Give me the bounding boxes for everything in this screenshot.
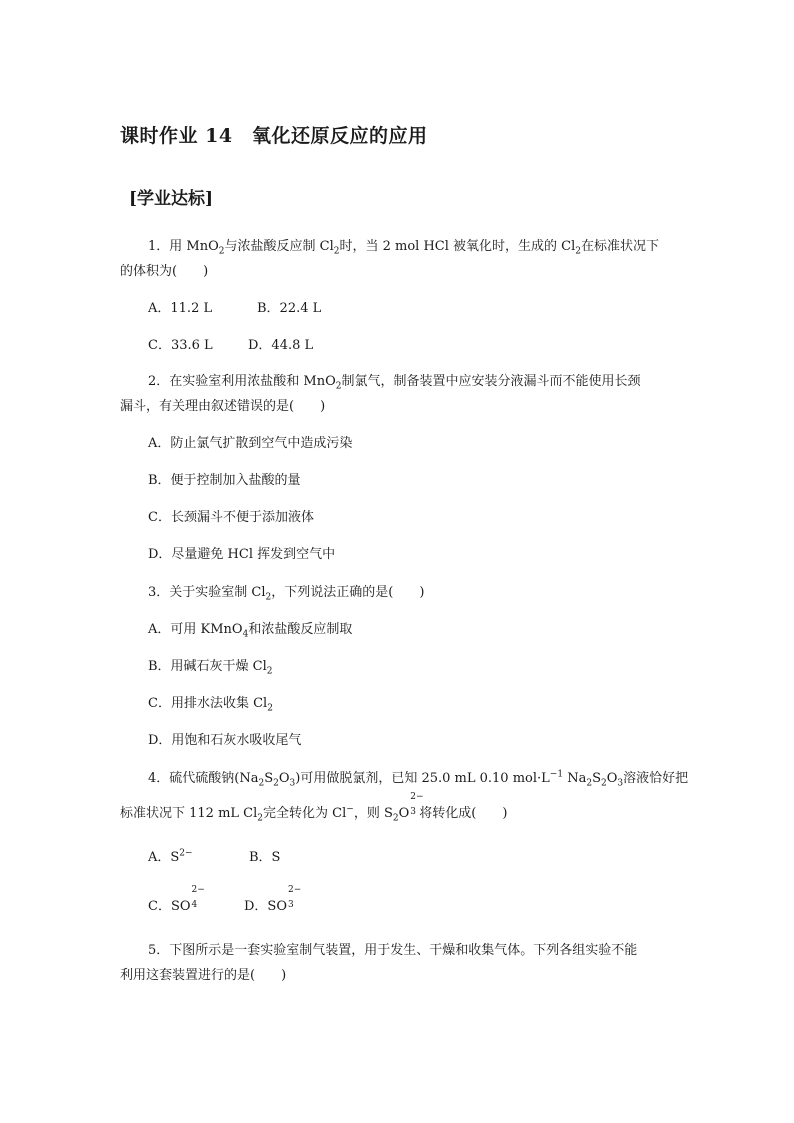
sulfite-ion-notation: 2− 3 [288, 885, 302, 910]
q2-stem-line1: 2．在实验室利用浓盐酸和 MnO$_2$制氯气，制备装置中应安装分液漏斗而不能使用长颈 [148, 374, 641, 392]
q2-option-c: C．长颈漏斗不便于添加液体 [148, 510, 314, 525]
page-title: 课时作业 14 氧化还原反应的应用 [120, 125, 428, 147]
q4-option-a: A．$S^{2-}$ [148, 848, 193, 865]
q3-option-b: B．用碱石灰干燥 $Cl_2$ [148, 659, 273, 677]
q4-option-d: D．SO 2− 3 [244, 885, 302, 914]
q4-stem-line2: 标准状况下 112 mL $Cl_2$完全转化为 Cl−，则 $S_2O$ 2− 3 将转化成( ) [120, 792, 508, 824]
q2-stem-line2: 漏斗，有关理由叙述错误的是( ) [120, 399, 326, 414]
q1-option-a: A．11.2 L [148, 301, 213, 316]
q4-stem-line1: 4．硫代硫酸钠$(Na_2S_2O_3)$可用做脱氯剂，已知 25.0 mL 0.10 $mol\cdot L^{-1}$ $Na_2S_2O_3$溶液恰好把 [148, 769, 689, 789]
sulfate-ion-notation: 2− 4 [191, 885, 205, 910]
q2-option-b: B．便于控制加入盐酸的量 [148, 473, 301, 488]
q5-stem-line2: 利用这套装置进行的是( ) [120, 968, 287, 983]
q3-option-a: A．可用 KMnO$_4$和浓盐酸反应制取 [148, 622, 353, 640]
q1-stem-line1: 1．用 MnO$_2$与浓盐酸反应制 $Cl_2$时，当 2 mol HCl 被氧化时，生成的 $Cl_2$在标准状况下 [148, 239, 660, 257]
q3-option-c: C．用排水法收集 $Cl_2$ [148, 696, 273, 714]
q4-option-c: C．SO 2− 4 [148, 885, 205, 914]
q3-stem: 3．关于实验室制 $Cl_2$，下列说法正确的是( ) [148, 585, 425, 603]
q3-option-d: D．用饱和石灰水吸收尾气 [148, 733, 302, 748]
q1-stem-line2: 的体积为( ) [120, 264, 209, 279]
q5-stem-line1: 5．下图所示是一套实验室制气装置，用于发生、干燥和收集气体。下列各组实验不能 [148, 943, 638, 958]
q1-option-d: D．44.8 L [248, 338, 314, 353]
q2-option-a: A．防止氯气扩散到空气中造成污染 [148, 436, 353, 451]
q2-option-d: D．尽量避免 HCl 挥发到空气中 [148, 547, 336, 562]
section-heading: [学业达标] [129, 189, 214, 209]
q4-option-b: B．S [249, 850, 281, 865]
q1-option-c: C．33.6 L [148, 338, 213, 353]
thiosulfate-ion-notation: 2− 3 [410, 792, 424, 817]
q1-option-b: B．22.4 L [257, 301, 322, 316]
